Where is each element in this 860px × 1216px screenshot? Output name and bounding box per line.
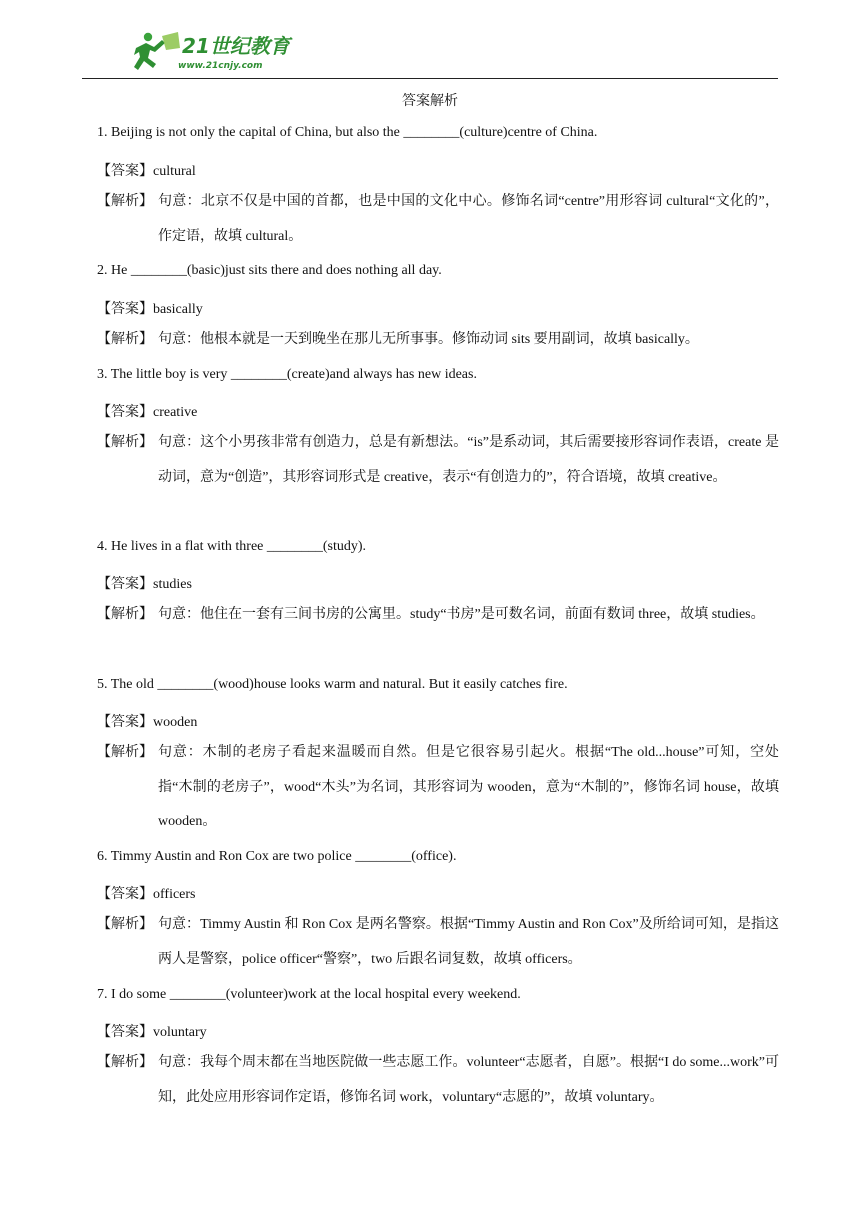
page-title: 答案解析 xyxy=(402,94,458,109)
analysis-4 xyxy=(97,598,779,633)
analysis-text: 句意：他根本就是一天到晚坐在那儿无所事事。修饰动词 sits 要用副词，故填 basically。 xyxy=(158,332,699,347)
answer-1 xyxy=(97,160,196,180)
answer-label: 【答案】 xyxy=(97,302,153,317)
analysis-text: 句意：这个小男孩非常有创造力，总是有新想法。“is”是系动词，其后需要接形容词作表语，create 是动词，意为“创造”，其形容词形式是 creative，表示“有创造力的”，符合语境，故填 creative。 xyxy=(158,435,779,485)
analysis-label: 【解析】 xyxy=(97,435,153,450)
analysis-6 xyxy=(97,908,779,977)
answer-2 xyxy=(97,298,203,318)
answer-label: 【答案】 xyxy=(97,577,153,592)
analysis-text: 句意：Timmy Austin 和 Ron Cox 是两名警察。根据“Timmy Austin and Ron Cox”及所给词可知，是指这两人是警察，police officer“警察”，two 后跟名词复数，故填 officers。 xyxy=(158,917,779,967)
answer-3 xyxy=(97,401,197,421)
answer-value: basically xyxy=(153,302,203,317)
question-6: 6. Timmy Austin and Ron Cox are two police ________(office). xyxy=(97,849,457,864)
analysis-text: 句意：我每个周末都在当地医院做一些志愿工作。volunteer“志愿者，自愿”。根据“I do some...work”可知，此处应用形容词作定语，修饰名词 work，voluntary“志愿的”，故填 voluntary。 xyxy=(158,1055,779,1105)
analysis-label: 【解析】 xyxy=(97,332,153,347)
answer-7 xyxy=(97,1021,207,1041)
analysis-text: 句意：北京不仅是中国的首都，也是中国的文化中心。修饰名词“centre”用形容词 cultural“文化的”，作定语，故填 cultural。 xyxy=(158,194,779,244)
question-3: 3. The little boy is very ________(create)and always has new ideas. xyxy=(97,367,477,382)
answer-value: creative xyxy=(153,405,198,420)
runner-icon xyxy=(134,32,180,70)
answer-label: 【答案】 xyxy=(97,1025,153,1040)
analysis-text: 句意：他住在一套有三间书房的公寓里。study“书房”是可数名词，前面有数词 three，故填 studies。 xyxy=(158,607,765,622)
answer-value: wooden xyxy=(153,715,198,730)
answer-label: 【答案】 xyxy=(97,887,153,902)
analysis-7 xyxy=(97,1046,779,1115)
analysis-label: 【解析】 xyxy=(97,607,153,622)
analysis-5 xyxy=(97,736,779,840)
answer-value: cultural xyxy=(153,164,196,179)
answer-value: officers xyxy=(153,887,196,902)
question-2: 2. He ________(basic)just sits there and does nothing all day. xyxy=(97,263,442,278)
analysis-3 xyxy=(97,426,779,495)
answer-value: studies xyxy=(153,577,192,592)
header-rule xyxy=(82,78,778,79)
answer-6 xyxy=(97,883,196,903)
analysis-text: 句意：木制的老房子看起来温暖而自然。但是它很容易引起火。根据“The old...house”可知，空处指“木制的老房子”，wood“木头”为名词，其形容词为 wooden，意为“木制的”，修饰名词 house，故填 wooden。 xyxy=(158,745,779,829)
logo-url: www.21cnjy.com xyxy=(178,61,263,71)
logo-21cnjy xyxy=(126,28,296,76)
analysis-2 xyxy=(97,323,779,358)
question-5: 5. The old ________(wood)house looks warm and natural. But it easily catches fire. xyxy=(97,677,568,692)
analysis-label: 【解析】 xyxy=(97,745,153,760)
answer-label: 【答案】 xyxy=(97,164,153,179)
answer-4 xyxy=(97,573,192,593)
answer-value: voluntary xyxy=(153,1025,207,1040)
question-7: 7. I do some ________(volunteer)work at the local hospital every weekend. xyxy=(97,987,521,1002)
answer-5 xyxy=(97,711,197,731)
analysis-label: 【解析】 xyxy=(97,1055,153,1070)
answer-label: 【答案】 xyxy=(97,405,153,420)
logo-text: 21世纪教育 xyxy=(182,34,290,58)
question-1: 1. Beijing is not only the capital of China, but also the ________(culture)centre of China. xyxy=(97,125,598,140)
analysis-1 xyxy=(97,185,779,254)
analysis-label: 【解析】 xyxy=(97,194,153,209)
analysis-label: 【解析】 xyxy=(97,917,153,932)
page-header xyxy=(82,26,778,80)
answer-label: 【答案】 xyxy=(97,715,153,730)
question-4: 4. He lives in a flat with three ________(study). xyxy=(97,539,367,554)
